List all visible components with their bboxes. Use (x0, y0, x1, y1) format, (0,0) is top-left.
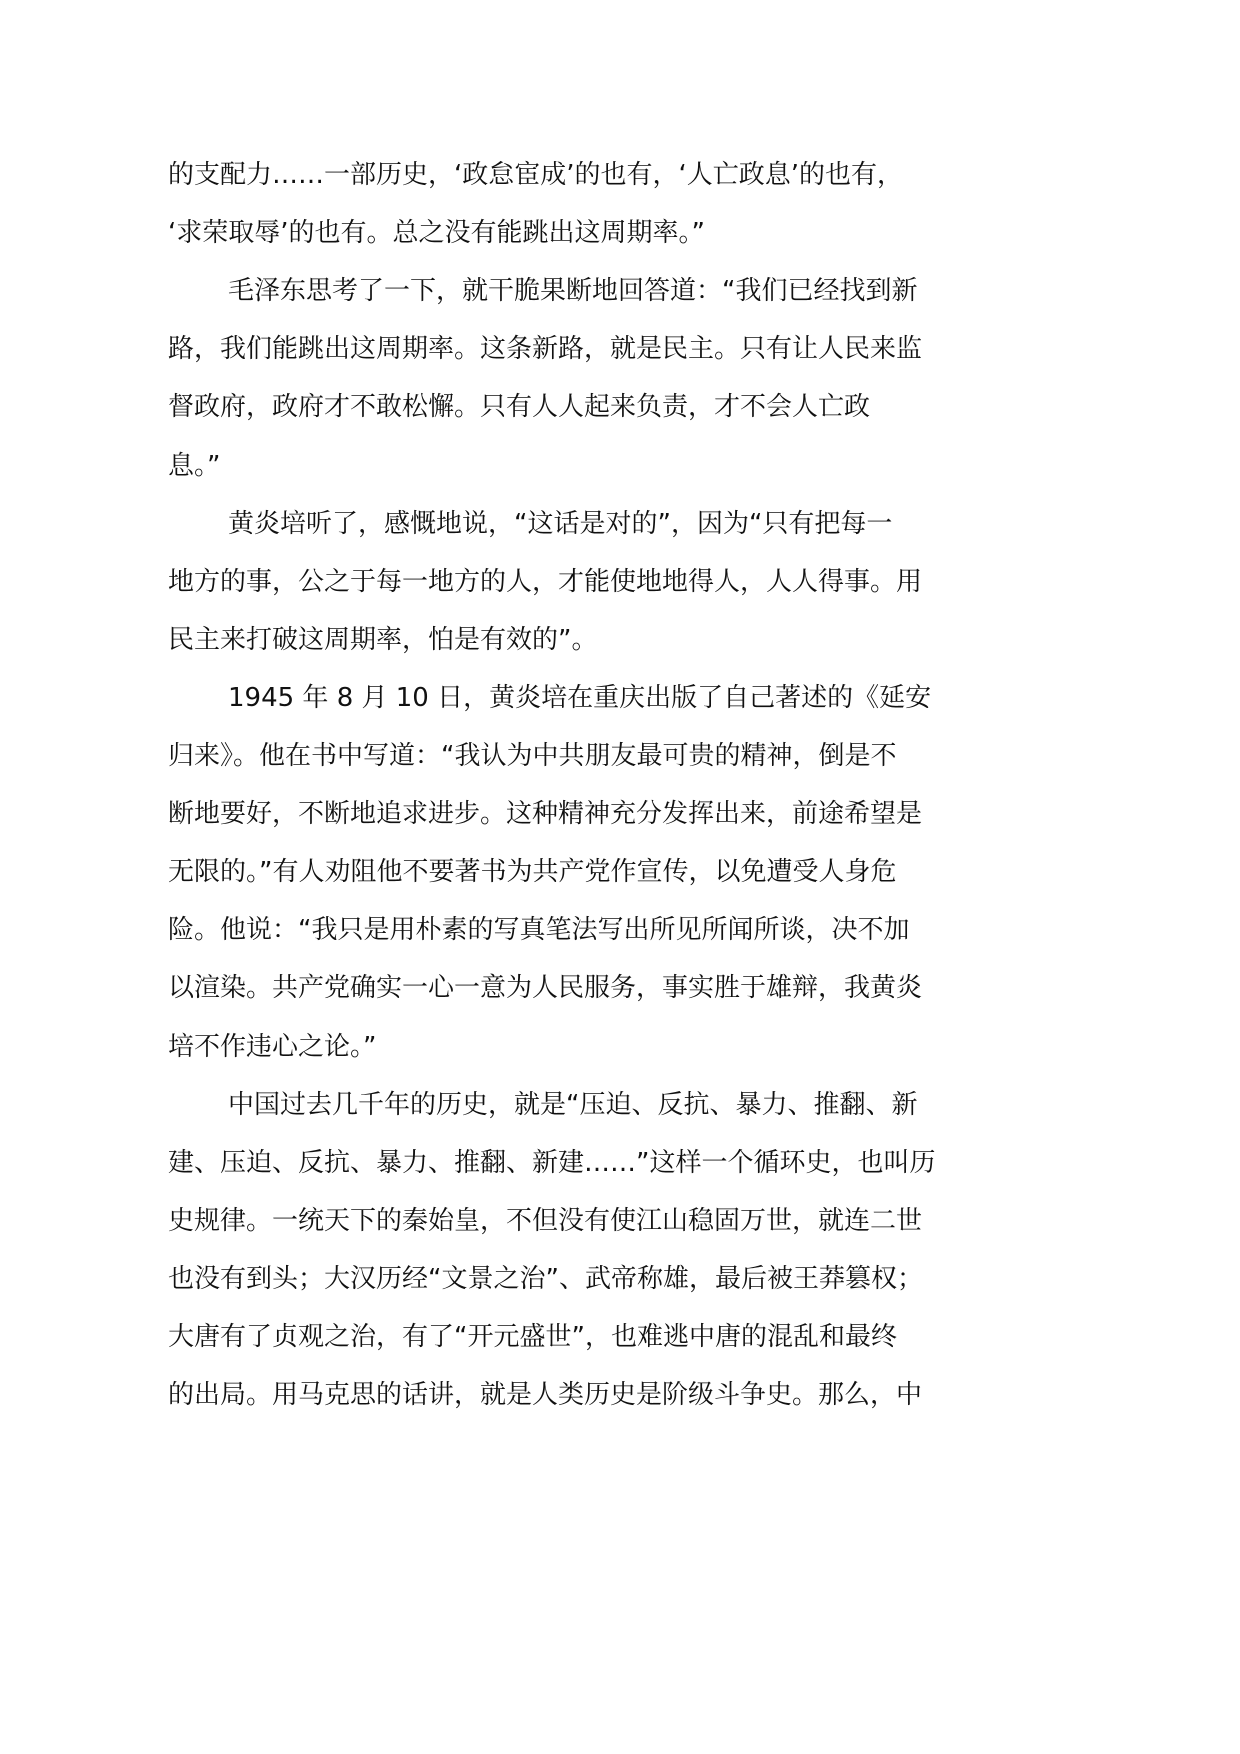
text-line: 路，我们能跳出这周期率。这条新路，就是民主。只有让人民来监 (168, 334, 923, 365)
text-line: 归来》。他在书中写道：“我认为中共朋友最可贵的精神，倒是不 (168, 741, 897, 771)
paragraph-start-line: 中国过去几千年的历史，就是“压迫、反抗、暴力、推翻、新 (228, 1089, 918, 1120)
text-line: 督政府，政府才不敢松懈。只有人人起来负责，才不会人亡政 (168, 392, 871, 423)
text-line: ‘求荣取辱’的也有。总之没有能跳出这周期率。” (168, 218, 705, 249)
text-line: 断地要好，不断地追求进步。这种精神充分发挥出来，前途希望是 (168, 799, 923, 830)
text-line: 险。他说：“我只是用朴素的写真笔法写出所见所闻所谈，决不加 (168, 915, 910, 946)
text-line: 的出局。用马克思的话讲，就是人类历史是阶级斗争史。那么，中 (168, 1380, 923, 1411)
paragraph-start-line: 1945 年 8 月 10 日，黄炎培在重庆出版了自己著述的《延安 (228, 682, 932, 713)
text-line: 大唐有了贞观之治，有了“开元盛世”，也难逃中唐的混乱和最终 (168, 1322, 897, 1352)
text-line: 无限的。”有人劝阻他不要著书为共产党作宣传，以免遭受人身危 (168, 857, 897, 888)
text-line: 建、压迫、反抗、暴力、推翻、新建……”这样一个循环史，也叫历 (168, 1147, 936, 1178)
text-line: 民主来打破这周期率，怕是有效的”。 (168, 624, 598, 655)
text-line: 培不作违心之论。” (168, 1031, 377, 1062)
text-line: 的支配力……一部历史，‘政怠宦成’的也有，‘人亡政息’的也有， (168, 160, 904, 190)
text-line: 以渲染。共产党确实一心一意为人民服务，事实胜于雄辩，我黄炎 (168, 973, 923, 1004)
paragraph-start-line: 黄炎培听了，感慨地说，“这话是对的”，因为“只有把每一 (228, 508, 893, 539)
text-line: 息。” (168, 450, 221, 481)
paragraph-start-line: 毛泽东思考了一下，就干脆果断地回答道：“我们已经找到新 (228, 276, 918, 307)
text-line: 也没有到头；大汉历经“文景之治”、武帝称雄，最后被王莽篡权； (168, 1263, 923, 1294)
text-line: 史规律。一统天下的秦始皇，不但没有使江山稳固万世，就连二世 (168, 1205, 923, 1236)
text-line: 地方的事，公之于每一地方的人，才能使地地得人，人人得事。用 (168, 566, 923, 597)
